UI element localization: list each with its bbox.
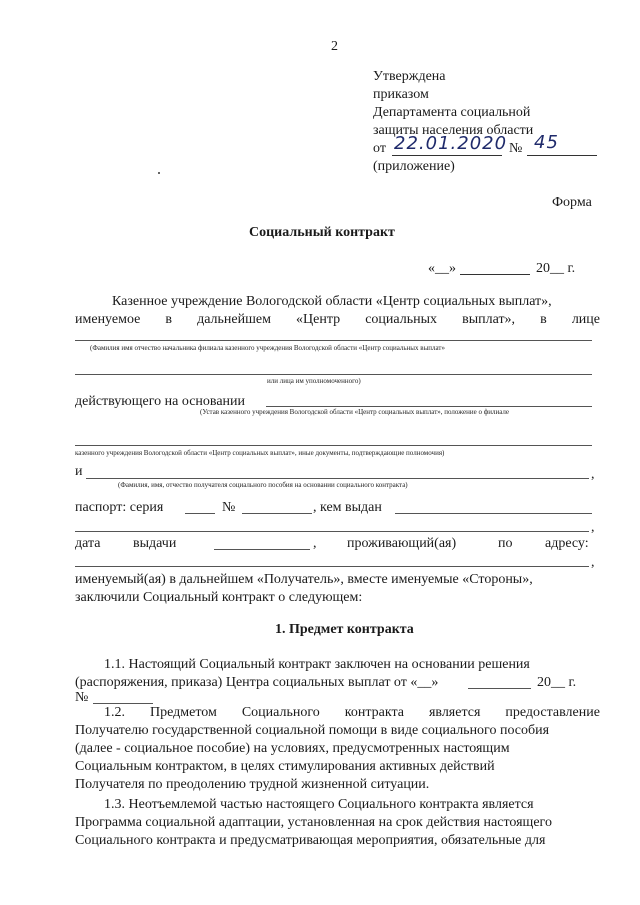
approval-line: Утверждена (373, 69, 446, 84)
issue-label: выдачи (133, 536, 177, 551)
field-hint: (Фамилия имя отчество начальника филиала казенного учреждения Вологодской области «Центр социальных выплат» (90, 344, 445, 352)
word: предоставление (505, 705, 600, 720)
fill-line (75, 531, 589, 532)
issued-by-label: , кем выдан (313, 500, 382, 515)
concluded-line: заключили Социальный контракт о следующем: (75, 590, 363, 605)
word: Предметом (149, 705, 217, 720)
paragraph-line: 20__ г. (537, 675, 577, 690)
fill-line (185, 513, 215, 514)
fill-line (86, 478, 589, 479)
word: контракта (344, 705, 404, 720)
word: является (428, 705, 481, 720)
comma: , (313, 536, 317, 551)
handwritten-date: 22.01.2020 (394, 133, 508, 154)
passport-number-label: № (222, 500, 236, 515)
word: социальных (365, 312, 438, 327)
date-day: «__» (428, 261, 456, 276)
paragraph-line: Программа социальной адаптации, установленная на срок действия настоящего (75, 815, 552, 830)
residing-label: по (498, 536, 513, 551)
field-hint: казенного учреждения Вологодской области «Центр социальных выплат», иные документы, подтверждающие полномочия) (75, 449, 445, 457)
comma: , (591, 467, 595, 482)
paragraph-line: (распоряжения, приказа) Центра социальных выплат от «__» (75, 675, 439, 690)
named-line: именуемый(ая) в дальнейшем «Получатель», вместе именуемые «Стороны», (75, 572, 533, 587)
word: Социального (241, 705, 320, 720)
passport-series-label: паспорт: серия (75, 500, 164, 515)
paragraph-line: 1.3. Неотъемлемой частью настоящего Социального контракта является (104, 797, 534, 812)
and-label: и (75, 464, 83, 479)
fill-line (75, 340, 592, 341)
paragraph-line: Социальным контрактом, в целях стимулирования активных действий (75, 759, 495, 774)
approval-appendix: (приложение) (373, 159, 455, 174)
date-month-blank (460, 274, 530, 275)
paragraph-line: Получателя по преодолению трудной жизненной ситуации. (75, 777, 430, 792)
comma: , (591, 520, 595, 535)
comma: , (591, 555, 595, 570)
approval-line: защиты населения области (373, 123, 534, 138)
residing-label: адресу: (545, 536, 589, 551)
intro-line: Казенное учреждение Вологодской области «Центр социальных выплат», (112, 294, 552, 309)
word: 1.2. (104, 705, 125, 720)
word: «Центр (296, 312, 341, 327)
date-label: дата (75, 536, 101, 551)
approval-number-label: № (509, 141, 523, 156)
fill-line (75, 374, 592, 375)
word: дальнейшем (197, 312, 271, 327)
field-hint: (Устав казенного учреждения Вологодской области «Центр социальных выплат», положение о филиале (200, 408, 509, 416)
word: лице (571, 312, 600, 327)
fill-line (468, 688, 531, 689)
date-year: 20__ г. (536, 261, 576, 276)
fill-line (214, 549, 310, 550)
paragraph-line: Получателю государственной социальной помощи в виде социального пособия (75, 723, 550, 738)
handwritten-number: 45 (534, 132, 559, 153)
acting-label: действующего на основании (75, 394, 246, 409)
field-hint: (Фамилия, имя, отчество получателя социального пособия на основании социального контракта) (118, 481, 408, 489)
section-heading: 1. Предмет контракта (275, 622, 414, 637)
paragraph-line: (далее - социальное пособие) на условиях, предусмотренных настоящим (75, 741, 510, 756)
approval-line: Департамента социальной (373, 105, 531, 120)
date-underline (392, 155, 502, 156)
word: в (165, 312, 173, 327)
fill-line (395, 513, 592, 514)
field-hint: или лица им уполномоченного) (267, 377, 361, 385)
word: выплат», (462, 312, 516, 327)
form-label: Форма (552, 195, 592, 210)
document-title: Социальный контракт (249, 225, 395, 240)
page-number: 2 (331, 39, 338, 54)
fill-line (266, 406, 592, 407)
approval-line: приказом (373, 87, 429, 102)
fill-line (242, 513, 312, 514)
residing-label: проживающий(ая) (347, 536, 457, 551)
fill-line (75, 445, 592, 446)
fill-line (75, 566, 589, 567)
paragraph-line: 1.1. Настоящий Социальный контракт заключен на основании решения (104, 657, 530, 672)
approval-date-prefix: от (373, 141, 386, 156)
word: в (540, 312, 547, 327)
number-underline (527, 155, 597, 156)
intro-line-justified (75, 311, 600, 328)
paragraph-line: № (75, 690, 89, 705)
paragraph-line-justified (104, 704, 600, 721)
stray-mark (158, 172, 160, 174)
paragraph-line: Социального контракта и предусматривающая мероприятия, обязательные для (75, 833, 546, 848)
word: именуемое (75, 312, 141, 327)
